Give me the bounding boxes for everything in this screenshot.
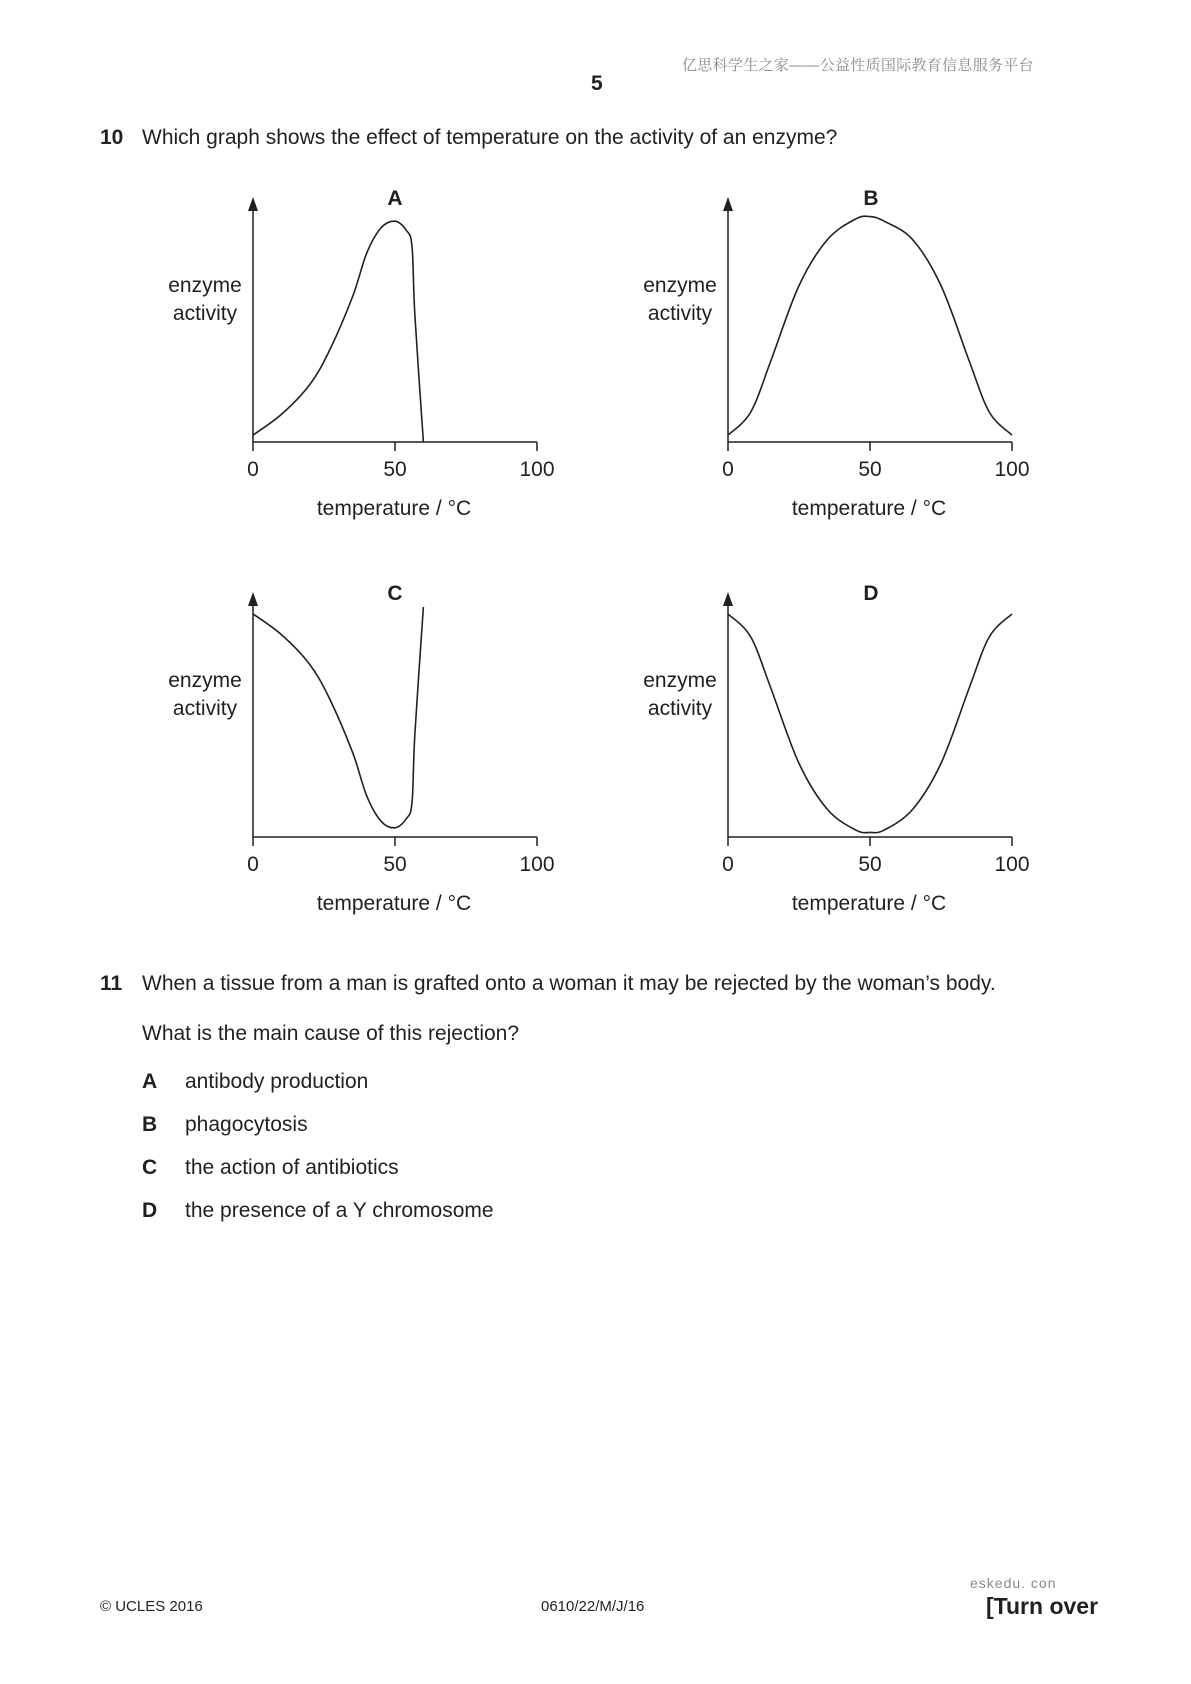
graph-b-title: B	[863, 187, 879, 210]
question-11-text: When a tissue from a man is grafted onto a woman it may be rejected by the woman’s body.	[142, 972, 996, 995]
graph-b-tick-label-0: 0	[722, 458, 734, 481]
graph-b-ylabel-line1: enzyme	[643, 274, 717, 297]
graph-c-title: C	[387, 582, 403, 605]
graph-b-curve	[728, 216, 1012, 435]
graphs-panel	[0, 160, 1191, 980]
graph-d-y-arrow	[723, 592, 733, 606]
graph-c-tick-label-50: 50	[383, 853, 407, 876]
copyright: © UCLES 2016	[100, 1598, 203, 1615]
graph-a-tick-label-100: 100	[519, 458, 555, 481]
question-10-text: Which graph shows the effect of temperature on the activity of an enzyme?	[142, 126, 838, 149]
graph-c-tick-label-100: 100	[519, 853, 555, 876]
graph-a-ylabel-line2: activity	[172, 302, 238, 325]
graph-c-ylabel-line1: enzyme	[168, 669, 242, 692]
graph-d-title: D	[863, 582, 879, 605]
graph-d-tick-label-100: 100	[994, 853, 1030, 876]
option-d-text: the presence of a Y chromosome	[185, 1199, 494, 1222]
graph-b-tick-label-50: 50	[858, 458, 882, 481]
graph-d-ylabel-line1: enzyme	[643, 669, 717, 692]
option-d-letter: D	[142, 1199, 158, 1222]
option-b-text: phagocytosis	[185, 1113, 308, 1136]
graph-a-y-arrow	[248, 197, 258, 211]
graph-d-tick-label-0: 0	[722, 853, 734, 876]
graph-a-xlabel: temperature / °C	[316, 497, 472, 520]
question-11-prompt: What is the main cause of this rejection?	[142, 1022, 520, 1045]
page-number: 5	[591, 72, 603, 95]
graph-c-curve	[253, 607, 423, 828]
question-11-number: 11	[100, 972, 123, 995]
option-c-letter: C	[142, 1156, 158, 1179]
graph-a-tick-label-50: 50	[383, 458, 407, 481]
graph-d-xlabel: temperature / °C	[791, 892, 947, 915]
option-b-letter: B	[142, 1113, 158, 1136]
graph-d-ylabel-line2: activity	[647, 697, 713, 720]
watermark-text: 亿思科学生之家——公益性质国际教育信息服务平台	[682, 57, 1034, 74]
graph-a-tick-label-0: 0	[247, 458, 259, 481]
graph-b-y-arrow	[723, 197, 733, 211]
option-c-text: the action of antibiotics	[185, 1156, 399, 1179]
graph-a-curve	[253, 221, 423, 442]
question-10-number: 10	[100, 126, 124, 149]
graph-d-curve	[728, 614, 1012, 833]
site-watermark: eskedu. con	[970, 1575, 1057, 1591]
graph-c-y-arrow	[248, 592, 258, 606]
graph-c-xlabel: temperature / °C	[316, 892, 472, 915]
paper-code: 0610/22/M/J/16	[541, 1598, 645, 1615]
graph-a-title: A	[387, 187, 403, 210]
turn-over: [Turn over	[986, 1593, 1099, 1619]
graph-c-tick-label-0: 0	[247, 853, 259, 876]
option-a-letter: A	[142, 1070, 158, 1093]
option-a-text: antibody production	[185, 1070, 369, 1093]
graph-b-xlabel: temperature / °C	[791, 497, 947, 520]
graph-c-ylabel-line2: activity	[172, 697, 238, 720]
graph-d-tick-label-50: 50	[858, 853, 882, 876]
graph-b-ylabel-line2: activity	[647, 302, 713, 325]
graph-a-ylabel-line1: enzyme	[168, 274, 242, 297]
graph-b-tick-label-100: 100	[994, 458, 1030, 481]
